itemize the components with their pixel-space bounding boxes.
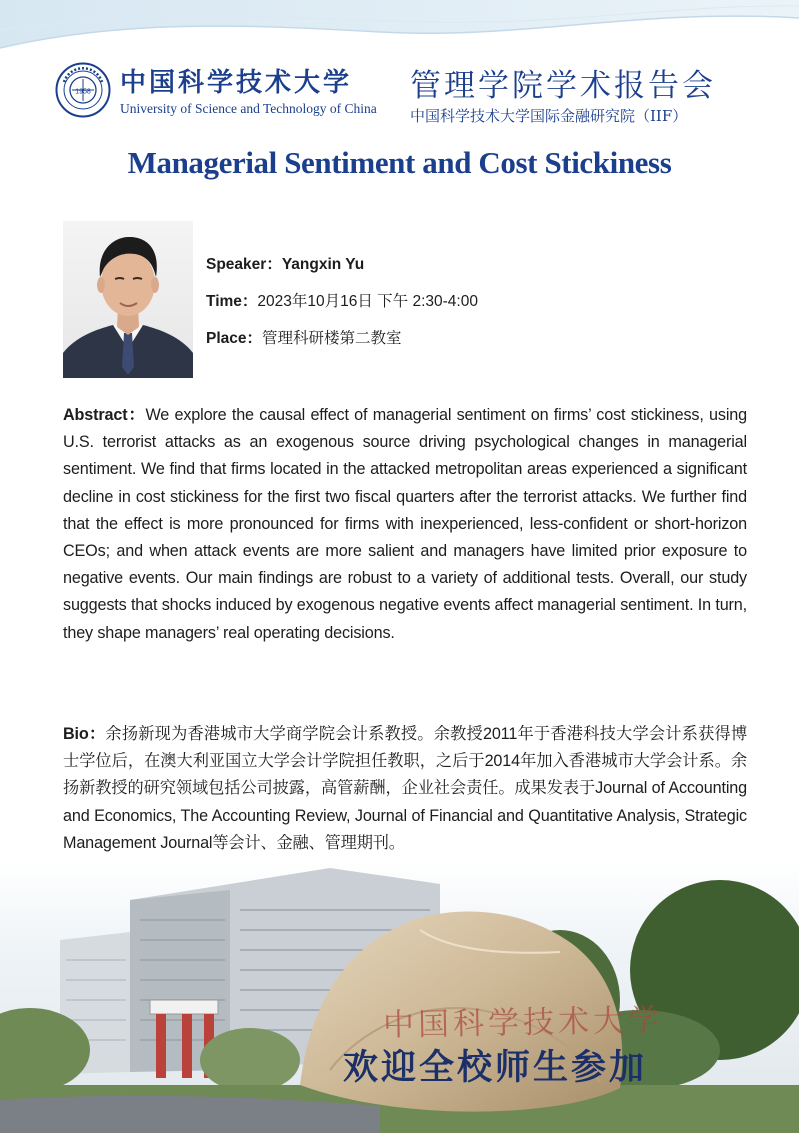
bio-text: 余扬新现为香港城市大学商学院会计系教授。余教授2011年于香港科技大学会计系获得博士学位后，在澳大利亚国立大学会计学院担任教职，之后于2014年加入香港城市大学会计系。余扬新教授的研究领域包括公司披露，高管薪酬，企业社会责任。成果发表于Journal of Accounting and Economics, The Accounting Review, Journal of Financial and Quantitative Analysis, Strategic Management Journal等会计、金融、管理期刊。 — [63, 725, 747, 852]
abstract-paragraph — [63, 402, 747, 647]
speaker-photo — [63, 221, 193, 378]
place-value: 管理科研楼第二教室 — [262, 330, 402, 347]
time-row — [206, 289, 478, 311]
bio-paragraph — [63, 721, 747, 857]
abstract-text: We explore the causal effect of managerial sentiment on firms’ cost stickiness, using U.S. terrorist attacks as an exogenous source driving psychological changes in managerial sentiment. We find that firms located in the attacked metropolitan areas experienced a significant decline in cost stickiness for the first two fiscal quarters after the terrorist attacks. We further find that the effect is more pronounced for firms with inexperienced, less-confident or short-horizon CEOs; and when attack events are more salient and managers have limited prior exposure to negative events. Our main findings are robust to a variety of additional tests. Overall, our study suggests that shocks induced by exogenous negative events affect managerial sentiment. In turn, they shape managers’ real operating decisions. — [63, 406, 747, 642]
header-wave-decoration — [0, 0, 799, 60]
university-name-en: University of Science and Technology of China — [120, 101, 377, 116]
place-row — [206, 326, 402, 348]
rock-inscription: 中国科学技术大学 — [382, 1002, 664, 1044]
abstract-label: Abstract： — [63, 406, 146, 424]
talk-title: Managerial Sentiment and Cost Stickiness — [127, 145, 672, 180]
seminar-series-title: 管理学院学术报告会 — [410, 68, 716, 104]
speaker-label: Speaker： — [206, 256, 282, 273]
welcome-banner: 欢迎全校师生参加 — [343, 1047, 648, 1088]
time-label: Time： — [206, 293, 258, 310]
campus-background-image — [0, 860, 799, 1133]
bio-label: Bio： — [63, 725, 106, 743]
speaker-name: Yangxin Yu — [281, 256, 365, 273]
university-name-cn: 中国科学技术大学 — [120, 68, 353, 98]
place-label: Place： — [206, 330, 263, 347]
svg-text:1958: 1958 — [75, 88, 91, 96]
speaker-row — [206, 252, 364, 274]
institute-name: 中国科学技术大学国际金融研究院（IIF） — [410, 107, 688, 125]
time-value: 2023年10月16日 下午 2:30-4:00 — [257, 293, 478, 310]
university-seal-logo — [55, 62, 111, 118]
